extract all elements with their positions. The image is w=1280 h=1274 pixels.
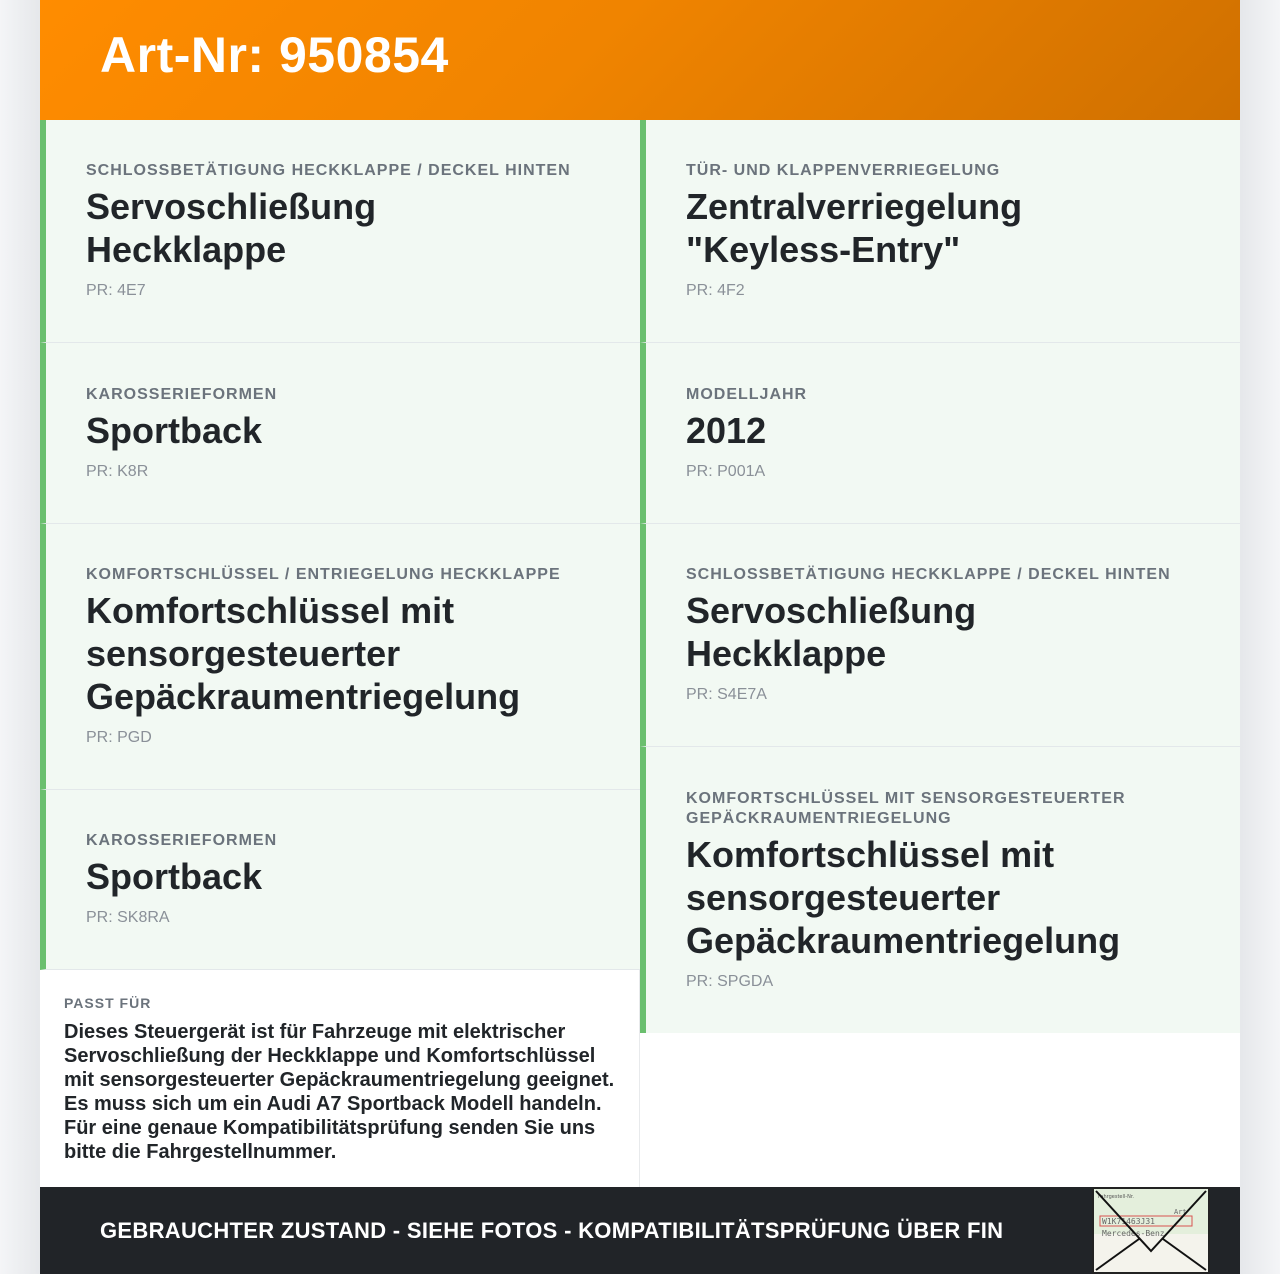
spec-card bbox=[640, 343, 1240, 524]
fits-section bbox=[40, 970, 640, 1188]
spec-pr-code: PR: K8R bbox=[86, 462, 149, 480]
spec-card bbox=[40, 790, 640, 970]
spec-pr-code: PR: 4E7 bbox=[86, 282, 146, 299]
spec-label: TÜR- UND KLAPPENVERRIEGELUNG bbox=[686, 162, 1001, 179]
spec-label: KOMFORTSCHLÜSSEL MIT SENSORGESTEUERTER GEPÄCKRAUMENTRIEGELUNG bbox=[686, 789, 1126, 827]
header bbox=[40, 0, 1240, 120]
spec-card bbox=[40, 120, 640, 343]
spec-card bbox=[640, 747, 1240, 1033]
spec-value: Komfortschlüssel mit sensorgesteuerter Gepäckraumentriegelung bbox=[86, 590, 521, 717]
left-column bbox=[40, 120, 640, 1188]
spec-grid bbox=[40, 120, 1240, 1188]
svg-text:Fahrgestell-Nr.: Fahrgestell-Nr. bbox=[1098, 1194, 1135, 1200]
envelope-vin-icon bbox=[1092, 1187, 1210, 1274]
spec-card bbox=[640, 524, 1240, 747]
fits-label: PASST FÜR bbox=[64, 995, 152, 1011]
spec-label: MODELLJAHR bbox=[686, 385, 808, 403]
spec-label: SCHLOSSBETÄTIGUNG HECKKLAPPE / DECKEL HINTEN bbox=[86, 162, 571, 179]
footer-banner bbox=[40, 1187, 1240, 1274]
spec-label: KAROSSERIEFORMEN bbox=[86, 385, 278, 403]
product-sheet bbox=[40, 0, 1240, 1274]
spec-value: Komfortschlüssel mit sensorgesteuerter Gepäckraumentriegelung bbox=[686, 833, 1121, 961]
spec-value: Servoschließung Heckklappe bbox=[86, 186, 377, 270]
spec-value: Sportback bbox=[86, 856, 263, 897]
spec-pr-code: PR: P001A bbox=[686, 462, 766, 480]
spec-pr-code: PR: PGD bbox=[86, 729, 152, 746]
spec-card bbox=[40, 343, 640, 524]
spec-value: Zentralverriegelung "Keyless-Entry" bbox=[686, 186, 1023, 270]
spec-pr-code: PR: 4F2 bbox=[686, 282, 745, 299]
spec-card bbox=[640, 120, 1240, 343]
spec-card bbox=[40, 524, 640, 790]
spec-label: KAROSSERIEFORMEN bbox=[86, 832, 278, 849]
spec-pr-code: PR: S4E7A bbox=[686, 686, 767, 703]
spec-pr-code: PR: SPGDA bbox=[686, 972, 774, 990]
footer-text: GEBRAUCHTER ZUSTAND - SIEHE FOTOS - KOMPATIBILITÄTSPRÜFUNG ÜBER FIN bbox=[100, 1217, 1004, 1243]
svg-text:W1K71463J31: W1K71463J31 bbox=[1102, 1217, 1155, 1226]
spec-value: Servoschließung Heckklappe bbox=[686, 590, 977, 674]
spec-value: Sportback bbox=[86, 409, 263, 451]
svg-text:Mercedes-Benz: Mercedes-Benz bbox=[1102, 1229, 1165, 1238]
fits-description: Dieses Steuergerät ist für Fahrzeuge mit elektrischer Servoschließung der Heckklappe und Komfortschlüssel mit sensorgesteuerter Gepäckraumentriegelung geeignet. Es muss sich um ein Audi A7 Sportback Modell handeln. Für eine genaue Kompatibilitätsprüfung senden Sie uns bitte die Fahrgestellnummer. bbox=[64, 1021, 615, 1163]
spec-label: SCHLOSSBETÄTIGUNG HECKKLAPPE / DECKEL HINTEN bbox=[686, 566, 1171, 583]
page-title: Art-Nr: 950854 bbox=[100, 27, 449, 83]
svg-text:Art: Art bbox=[1174, 1208, 1187, 1216]
spec-label: KOMFORTSCHLÜSSEL / ENTRIEGELUNG HECKKLAPPE bbox=[86, 566, 561, 583]
spec-pr-code: PR: SK8RA bbox=[86, 909, 170, 926]
spec-value: 2012 bbox=[686, 409, 767, 451]
right-column bbox=[640, 120, 1240, 1188]
